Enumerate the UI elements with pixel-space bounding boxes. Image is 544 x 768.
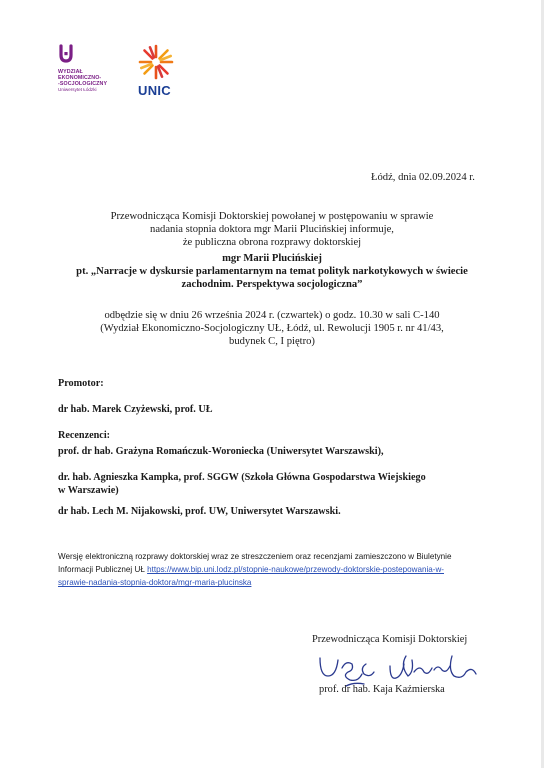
faculty-logo-university: Uniwersytet Łódzki (58, 87, 97, 92)
thesis-title-line: pt. „Narracje w dyskursie parlamentarnym na temat polityk narkotykowych w świecie (76, 266, 468, 277)
reviewer-3: dr hab. Lech M. Nijakowski, prof. UW, Uniwersytet Warszawski. (58, 506, 341, 517)
faculty-logo (58, 44, 138, 93)
promotor-name: dr hab. Marek Czyżewski, prof. UŁ (58, 404, 213, 415)
signature-title: Przewodnicząca Komisji Doktorskiej (312, 634, 468, 645)
faculty-logo-line-1: WYDZIAŁ (58, 69, 83, 75)
signature-name: prof. dr hab. Kaja Kaźmierska (319, 684, 445, 695)
notice-line-2 (58, 563, 488, 576)
intro-line: że publiczna obrona rozprawy doktorskiej (182, 237, 362, 248)
reviewer-2-line: w Warszawie) (58, 484, 119, 496)
notice-line-1: Wersję elektroniczną rozprawy doktorskiej wraz ze streszczeniem oraz recenzjami zamieszczono w Biuletynie (58, 552, 452, 561)
defense-line: (Wydział Ekonomiczno-Socjologiczny UŁ, Łódź, ul. Rewolucji 1905 r. nr 41/43, (100, 323, 444, 334)
candidate-name: mgr Marii Plucińskiej (222, 253, 322, 264)
unic-star-icon (136, 44, 176, 80)
intro-paragraph (40, 210, 504, 249)
notice-text: Informacji Publicznej UŁ (58, 565, 148, 575)
unic-logo (136, 44, 180, 98)
faculty-logo-line-3: -SOCJOLOGICZNY (58, 81, 108, 87)
defense-line: odbędzie się w dniu 26 września 2024 r. (czwartek) o godz. 10.30 w sali C-140 (104, 310, 440, 321)
reviewer-2-line: dr. hab. Agnieszka Kampka, prof. SGGW (Szkoła Główna Gospodarstwa Wiejskiego (58, 472, 426, 483)
promotor-label: Promotor: (58, 378, 104, 389)
thesis-title-line: zachodnim. Perspektywa socjologiczna” (181, 279, 363, 290)
bip-link[interactable]: https://www.bip.uni.lodz.pl/stopnie-naukowe/przewody-doktorskie-postepowania-w- (147, 565, 444, 575)
reviewer-2 (58, 472, 426, 497)
candidate-block (40, 252, 504, 291)
faculty-logo-mark-icon (58, 44, 74, 64)
intro-line: Przewodnicząca Komisji Doktorskiej powołanej w postępowaniu w sprawie (110, 211, 434, 222)
date-line: Łódź, dnia 02.09.2024 r. (371, 172, 475, 183)
reviewer-1: prof. dr hab. Grażyna Romańczuk-Woroniecka (Uniwersytet Warszawski), (58, 446, 384, 457)
defense-line: budynek C, I piętro) (229, 336, 315, 347)
faculty-logo-line-2: EKONOMICZNO- (58, 75, 102, 81)
notice-line-3 (58, 576, 488, 589)
unic-logo-text: UNIC (138, 83, 171, 98)
intro-line: nadania stopnia doktora mgr Marii Plucińskiej informuje, (150, 224, 394, 235)
publication-notice (58, 550, 488, 590)
bip-link-continuation[interactable]: sprawie-nadania-stopnia-doktora/mgr-maria-plucinska (58, 578, 252, 588)
reviewers-label: Recenzenci: (58, 430, 111, 441)
defense-details (40, 309, 504, 348)
